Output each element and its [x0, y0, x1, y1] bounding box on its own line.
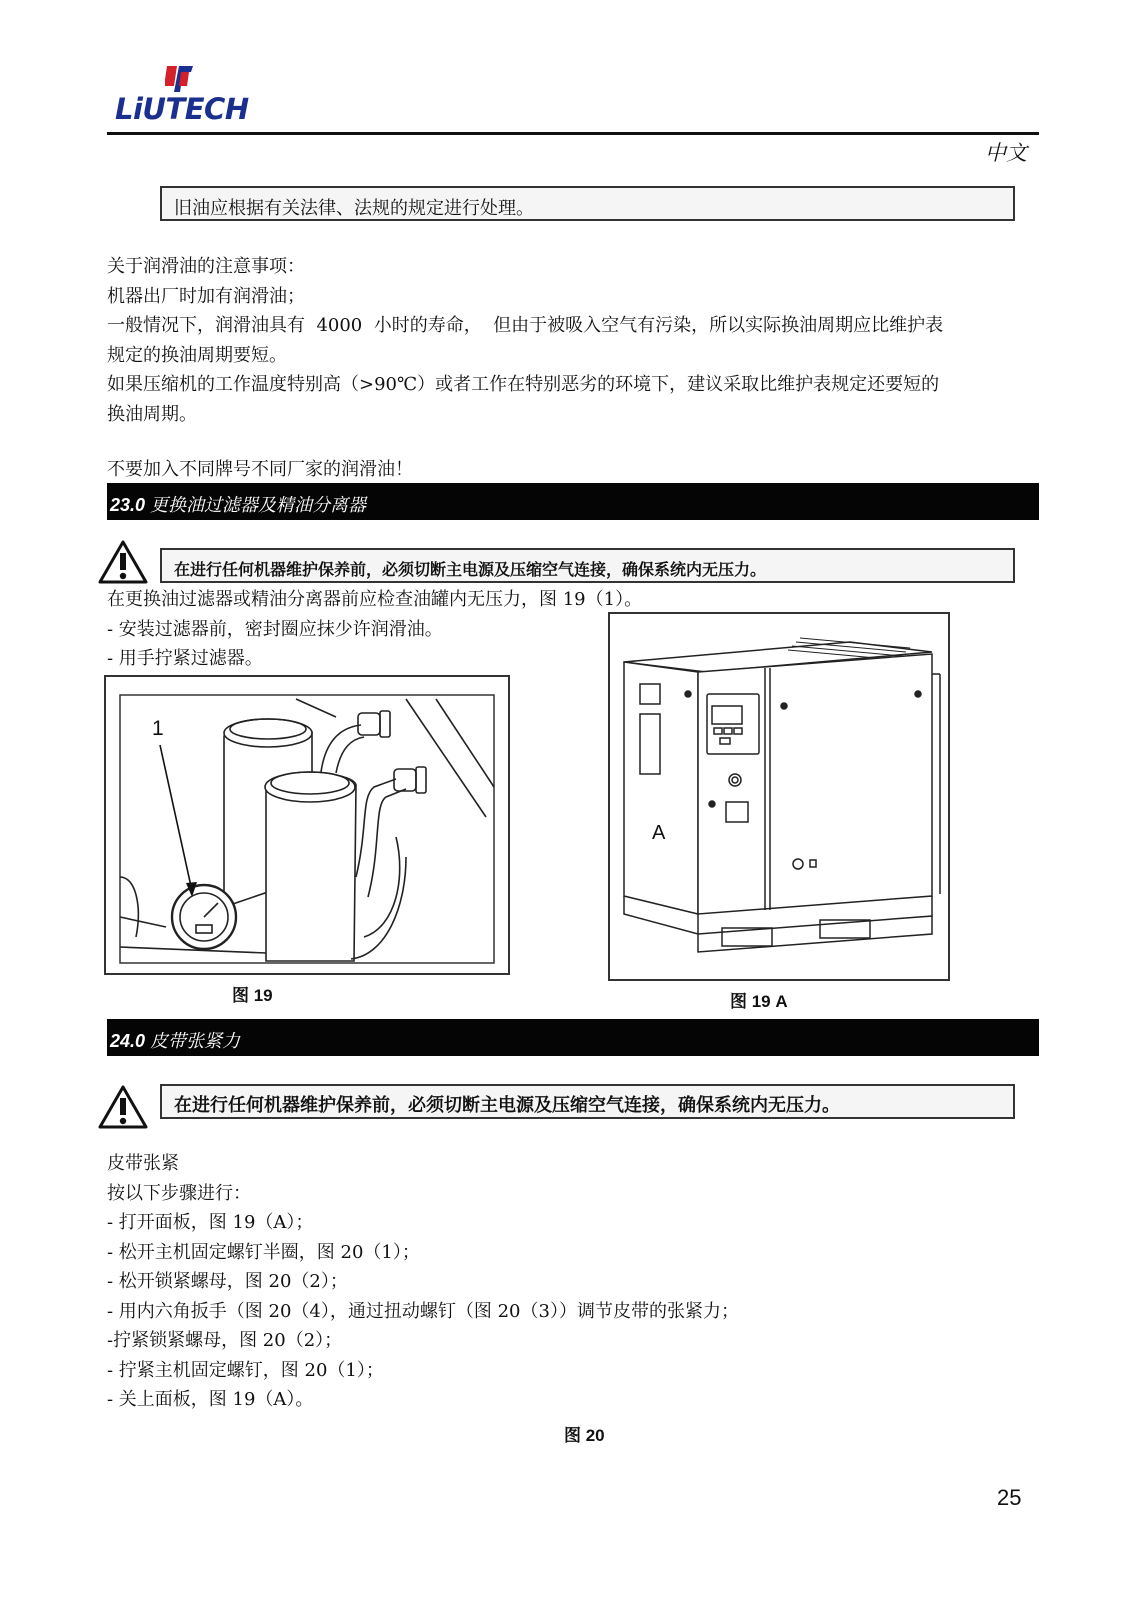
section-23-line: - 安装过滤器前，密封圈应抹少许润滑油。: [107, 618, 443, 640]
section-number: 23.0: [110, 495, 146, 515]
section-number: 24.0: [110, 1031, 146, 1051]
oil-notes-line: 机器出厂时加有润滑油；: [107, 285, 305, 307]
compressor-illustration: [610, 614, 948, 979]
section-23-heading: [107, 483, 1039, 520]
step-line: -拧紧锁紧螺母，图 20（2）；: [107, 1330, 343, 1351]
logo-wordmark: LiUTECH: [115, 92, 249, 126]
language-label: 中文: [985, 141, 1027, 165]
page-number: 25: [997, 1485, 1022, 1510]
step-line: - 拧紧主机固定螺钉，图 20（1）；: [107, 1359, 384, 1381]
figure-20-caption: 图 20: [564, 1426, 605, 1445]
step-line: - 松开锁紧螺母，图 20（2）；: [107, 1271, 348, 1292]
oil-notes-line: 如果压缩机的工作温度特别高（>90℃）或者工作在特别恶劣的环境下，建议采取比维护表规定还要短的: [107, 374, 940, 395]
oil-brand-warning: 不要加入不同牌号不同厂家的润滑油！: [107, 459, 413, 480]
step-line: - 关上面板，图 19（A）。: [107, 1389, 314, 1410]
safety-notice-text: 在进行任何机器维护保养前，必须切断主电源及压缩空气连接，确保系统内无压力。: [174, 1095, 840, 1116]
step-line: - 用内六角扳手（图 20（4），通过扭动螺钉（图 20（3））调节皮带的张紧力；: [107, 1300, 739, 1322]
step-line: 按以下步骤进行：: [107, 1182, 251, 1204]
section-23-line: - 用手拧紧过滤器。: [107, 648, 263, 669]
oil-filter-illustration: [106, 677, 508, 973]
warning-triangle-icon: [98, 540, 148, 584]
disposal-notice-text: 旧油应根据有关法律、法规的规定进行处理。: [174, 198, 534, 219]
figure-19-caption: 图 19: [232, 986, 273, 1005]
oil-notes-line: 换油周期。: [107, 403, 197, 425]
safety-notice-text: 在进行任何机器维护保养前，必须切断主电源及压缩空气连接，确保系统内无压力。: [174, 560, 767, 579]
safety-notice-box: [160, 548, 1015, 583]
figure-19a-caption: 图 19 A: [730, 992, 788, 1011]
disposal-notice-box: [160, 186, 1015, 221]
oil-notes-heading: 关于润滑油的注意事项：: [107, 256, 305, 277]
step-line: - 打开面板，图 19（A）；: [107, 1212, 314, 1233]
panel-label: A: [652, 822, 666, 844]
oil-notes-line: 规定的换油周期要短。: [107, 344, 287, 366]
callout-label: 1: [152, 717, 164, 740]
figure-19a: [608, 612, 950, 981]
section-23-text: [107, 585, 642, 674]
safety-notice-box: [160, 1084, 1015, 1119]
section-23-line: 在更换油过滤器或精油分离器前应检查油罐内无压力，图 19（1）。: [107, 589, 643, 610]
section-title: 更换油过滤器及精油分离器: [150, 495, 367, 516]
section-24-heading: [107, 1019, 1039, 1056]
step-line: - 松开主机固定螺钉半圈，图 20（1）；: [107, 1241, 420, 1263]
header-rule: [107, 132, 1039, 135]
warning-triangle-icon: [98, 1085, 148, 1129]
figure-19: [104, 675, 510, 975]
belt-tension-steps: [107, 1149, 1027, 1415]
oil-notes-line: 一般情况下，润滑油具有 4000 小时的寿命， 但由于被吸入空气有污染，所以实际换油周期应比维护表: [107, 315, 944, 336]
step-line: 皮带张紧: [107, 1153, 179, 1174]
company-logo: [115, 62, 249, 130]
section-title: 皮带张紧力: [150, 1031, 241, 1052]
logo-mark-icon: [165, 66, 193, 92]
oil-notes: [107, 252, 1027, 429]
